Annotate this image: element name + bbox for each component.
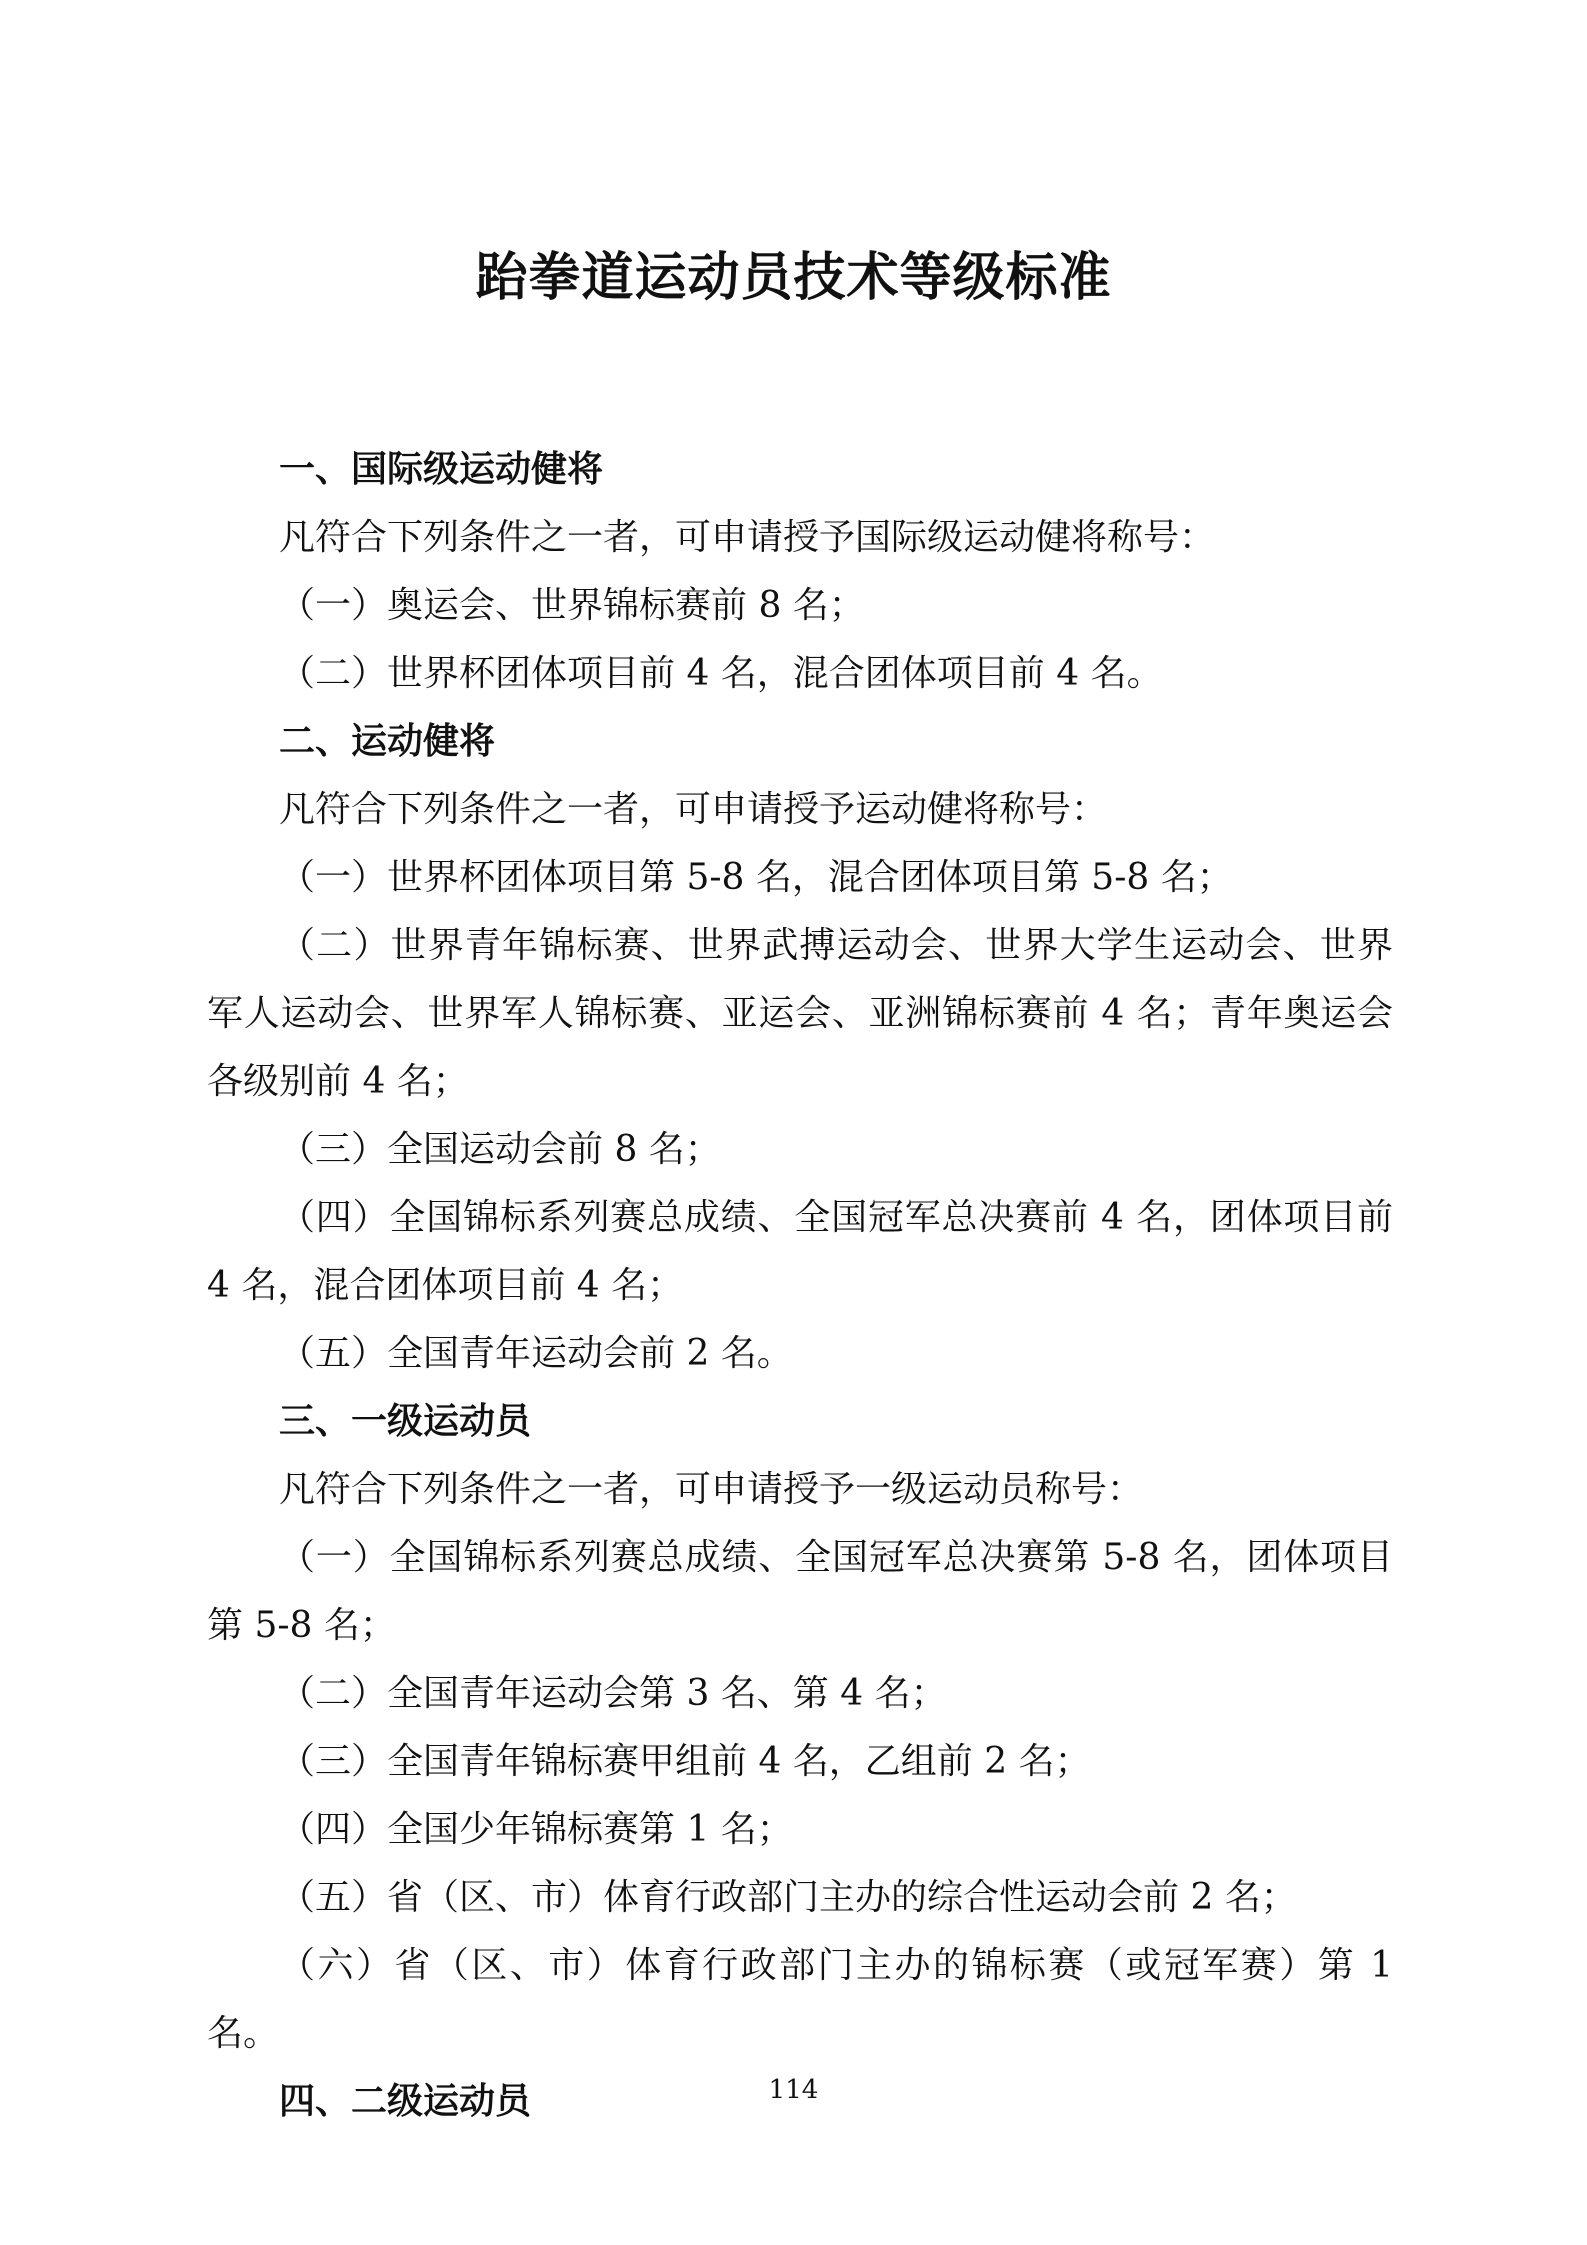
- section-1-item-2: （二）世界杯团体项目前 4 名，混合团体项目前 4 名。: [279, 653, 1163, 694]
- section-3-item-4: （四）全国少年锦标赛第 1 名；: [279, 1809, 793, 1850]
- document-body: [207, 436, 1393, 2136]
- section-1-intro: 凡符合下列条件之一者，可申请授予国际级运动健将称号：: [279, 517, 1216, 558]
- section-3-item-5: （五）省（区、市）体育行政部门主办的综合性运动会前 2 名；: [279, 1877, 1297, 1918]
- section-2-item-1: （一）世界杯团体项目第 5-8 名，混合团体项目第 5-8 名；: [279, 857, 1233, 898]
- section-1-item-1: （一）奥运会、世界锦标赛前 8 名；: [279, 585, 865, 626]
- section-2-item-2: （二）世界青年锦标赛、世界武搏运动会、世界大学生运动会、世界军人运动会、世界军人锦标赛、亚运会、亚洲锦标赛前 4 名；青年奥运会各级别前 4 名；: [207, 925, 1393, 1102]
- section-3-item-6: （六）省（区、市）体育行政部门主办的锦标赛（或冠军赛）第 1 名。: [207, 1945, 1393, 2054]
- section-2-item-4: （四）全国锦标系列赛总成绩、全国冠军总决赛前 4 名，团体项目前 4 名，混合团体项目前 4 名；: [207, 1197, 1393, 1306]
- section-3-item-1: （一）全国锦标系列赛总成绩、全国冠军总决赛第 5-8 名，团体项目第 5-8 名；: [207, 1537, 1393, 1646]
- section-2-item-5: （五）全国青年运动会前 2 名。: [279, 1333, 793, 1374]
- document-title: 跆拳道运动员技术等级标准: [475, 247, 1112, 308]
- section-2-heading: 二、运动健将: [279, 721, 496, 762]
- section-3-heading: 三、一级运动员: [279, 1401, 532, 1442]
- section-3-item-3: （三）全国青年锦标赛甲组前 4 名，乙组前 2 名；: [279, 1741, 1091, 1782]
- section-4-heading: 四、二级运动员: [279, 2081, 532, 2122]
- section-3-item-2: （二）全国青年运动会第 3 名、第 4 名；: [279, 1673, 947, 1714]
- section-2-intro: 凡符合下列条件之一者，可申请授予运动健将称号：: [279, 789, 1108, 830]
- page-number: 114: [768, 2075, 819, 2105]
- section-1-heading: 一、国际级运动健将: [279, 449, 604, 490]
- section-3-intro: 凡符合下列条件之一者，可申请授予一级运动员称号：: [279, 1469, 1144, 1510]
- section-2-item-3: （三）全国运动会前 8 名；: [279, 1129, 721, 1170]
